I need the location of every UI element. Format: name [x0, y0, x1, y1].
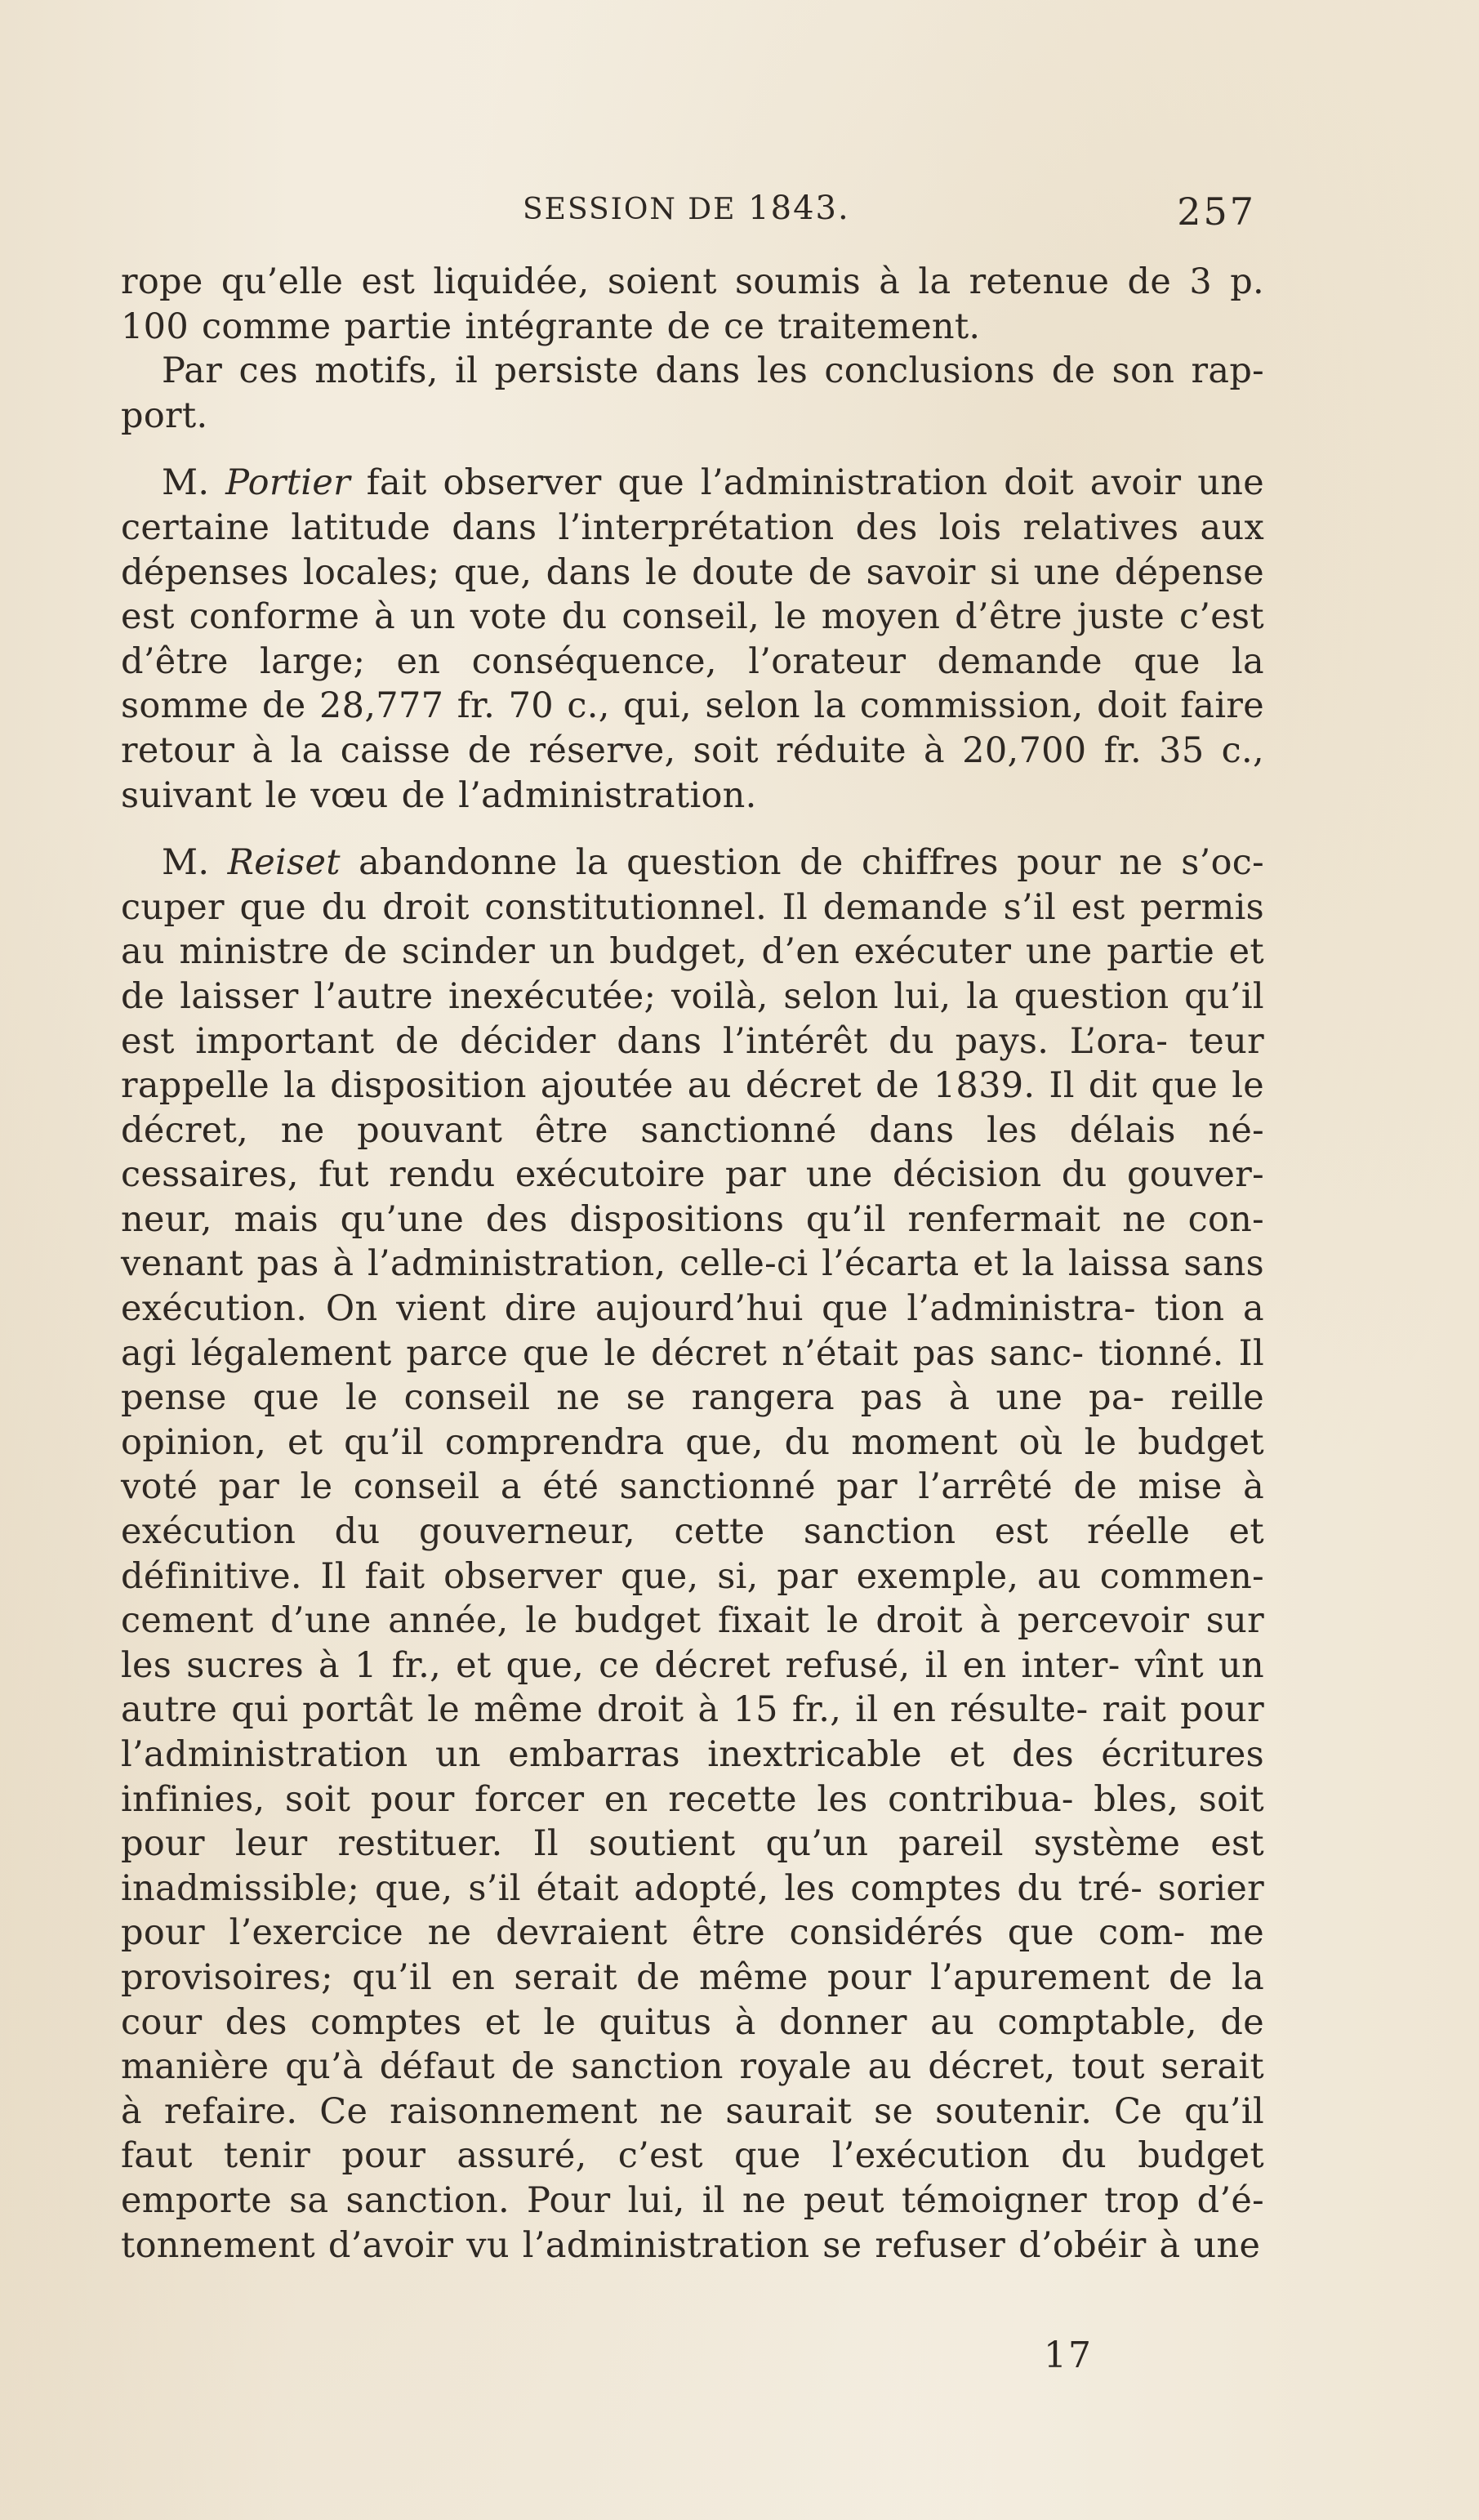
running-title-year: 1843. — [748, 190, 850, 227]
text-line: cessaires, fut rendu exécutoire par une décision du gouver- — [121, 1154, 1264, 1196]
text-line: neur, mais qu’une des dispositions qu’il renfermait ne con- — [121, 1198, 1264, 1240]
text-line: et de laisser l’autre inexécutée; voilà, selon lui, la question — [121, 931, 1264, 1017]
paragraph-reiset — [121, 841, 1264, 2268]
text-line: que le décret, ne pouvant être sanctionné dans les délais né- — [121, 1065, 1265, 1151]
speaker-name: Portier — [225, 462, 350, 504]
text-line: aux dépenses locales; que, dans le doute de savoir si une — [121, 506, 1264, 593]
body-text — [121, 260, 1264, 2268]
text-line: emporte sa sanction. Pour lui, il ne peut témoigner trop d’é- — [121, 2179, 1264, 2221]
text-line: tonnement d’avoir vu l’administration se refuser d’obéir à une — [121, 2224, 1261, 2266]
text-line: que la somme de 28,777 fr. 70 c., qui, selon la commission, — [121, 640, 1264, 727]
text-line: mise à exécution du gouverneur, cette sanction est réelle et — [121, 1466, 1265, 1553]
text-line: une certaine latitude dans l’interprétation des lois relatives — [121, 462, 1265, 548]
text-line: cuper que du droit constitutionnel. Il demande s’il est permis — [121, 886, 1264, 928]
text-line: au ministre de scinder un budget, d’en exécuter une partie — [121, 931, 1215, 973]
text-line: vînt un autre qui portât le même droit à 15 fr., il en résulte- — [121, 1644, 1264, 1731]
text-line: qu’il est important de décider dans l’intérêt du pays. L’ora- — [121, 975, 1264, 1062]
text-line: 35 c., suivant le vœu de l’administration. — [121, 729, 1264, 816]
text-line: sans exécution. On vient dire aujourd’hui que l’administra- — [121, 1243, 1265, 1330]
text-line: cement d’une année, le budget fixait le droit à percevoir — [121, 1600, 1190, 1642]
text-line: bles, soit pour leur restituer. Il soutient qu’un pareil système — [121, 1778, 1264, 1865]
text-line: tion a agi légalement parce que le décret n’était pas sanc- — [121, 1288, 1264, 1374]
signature-mark: 17 — [1044, 2335, 1093, 2376]
speaker-prefix: M. — [162, 842, 210, 884]
text-line: juste c’est d’être large; en conséquence, l’orateur demande — [121, 596, 1264, 682]
text-line: reille opinion, et qu’il comprendra que, du moment où le — [121, 1377, 1264, 1463]
paragraph-portier — [121, 461, 1264, 818]
text-line: port. — [121, 395, 208, 436]
text-line: de manière qu’à défaut de sanction royale au décret, tout — [121, 2001, 1264, 2088]
text-line: doit faire retour à la caisse de réserve, soit réduite à 20,700 fr. — [121, 685, 1265, 771]
text-line: écritures infinies, soit pour forcer en recette les contribua- — [121, 1734, 1265, 1820]
text-line: tionné. Il pense que le conseil ne se rangera pas à une pa- — [121, 1332, 1264, 1419]
text-line: de la cour des comptes et le quitus à donner au comptable, — [121, 1956, 1264, 2043]
text-line: définitive. Il fait observer que, si, par exemple, au commen- — [121, 1555, 1264, 1597]
text-line: qu’il faut tenir pour assuré, c’est que l’exécution du budget — [121, 2090, 1265, 2177]
speaker-prefix: M. — [162, 462, 210, 504]
text-line: me provisoires; qu’il en serait de même pour l’apurement — [121, 1912, 1264, 1998]
page-number: 257 — [1177, 190, 1256, 234]
paragraph-1 — [121, 260, 1264, 349]
text-line: venant pas à l’administration, celle-ci l’écarta et la laissa — [121, 1243, 1170, 1285]
text-line: 3 p. 100 comme partie intégrante de ce traitement. — [121, 261, 1265, 347]
text-line: dépense est conforme à un vote du conseil, le moyen d’être — [121, 551, 1264, 638]
text-line: rope qu’elle est liquidée, soient soumis à la retenue de — [121, 261, 1172, 302]
text-line: sorier pour l’exercice ne devraient être considérés que com- — [121, 1867, 1264, 1954]
page-header — [121, 190, 1264, 247]
text-line: serait à refaire. Ce raisonnement ne saurait se soutenir. Ce — [121, 2046, 1265, 2132]
text-line: budget voté par le conseil a été sanctionné par l’arrêté de — [121, 1421, 1264, 1508]
text-line: teur rappelle la disposition ajoutée au décret de 1839. Il dit — [121, 1020, 1264, 1107]
text-line: sur les sucres à 1 fr., et que, ce décret refusé, il en inter- — [121, 1600, 1264, 1686]
text-line: abandonne la question de chiffres pour ne s’oc- — [340, 842, 1265, 884]
running-title — [523, 190, 850, 227]
text-line: Par ces motifs, il persiste dans les conclusions de son rap- — [162, 350, 1264, 392]
running-title-prefix: SESSION DE — [523, 193, 737, 226]
paragraph-2 — [121, 349, 1264, 438]
text-line: fait observer que l’administration doit avoir — [350, 462, 1182, 504]
text-line: rait pour l’administration un embarras inextricable et des — [121, 1689, 1265, 1775]
text-line: est inadmissible; que, s’il était adopté, les comptes du tré- — [121, 1823, 1265, 1909]
speaker-name: Reiset — [227, 842, 341, 884]
